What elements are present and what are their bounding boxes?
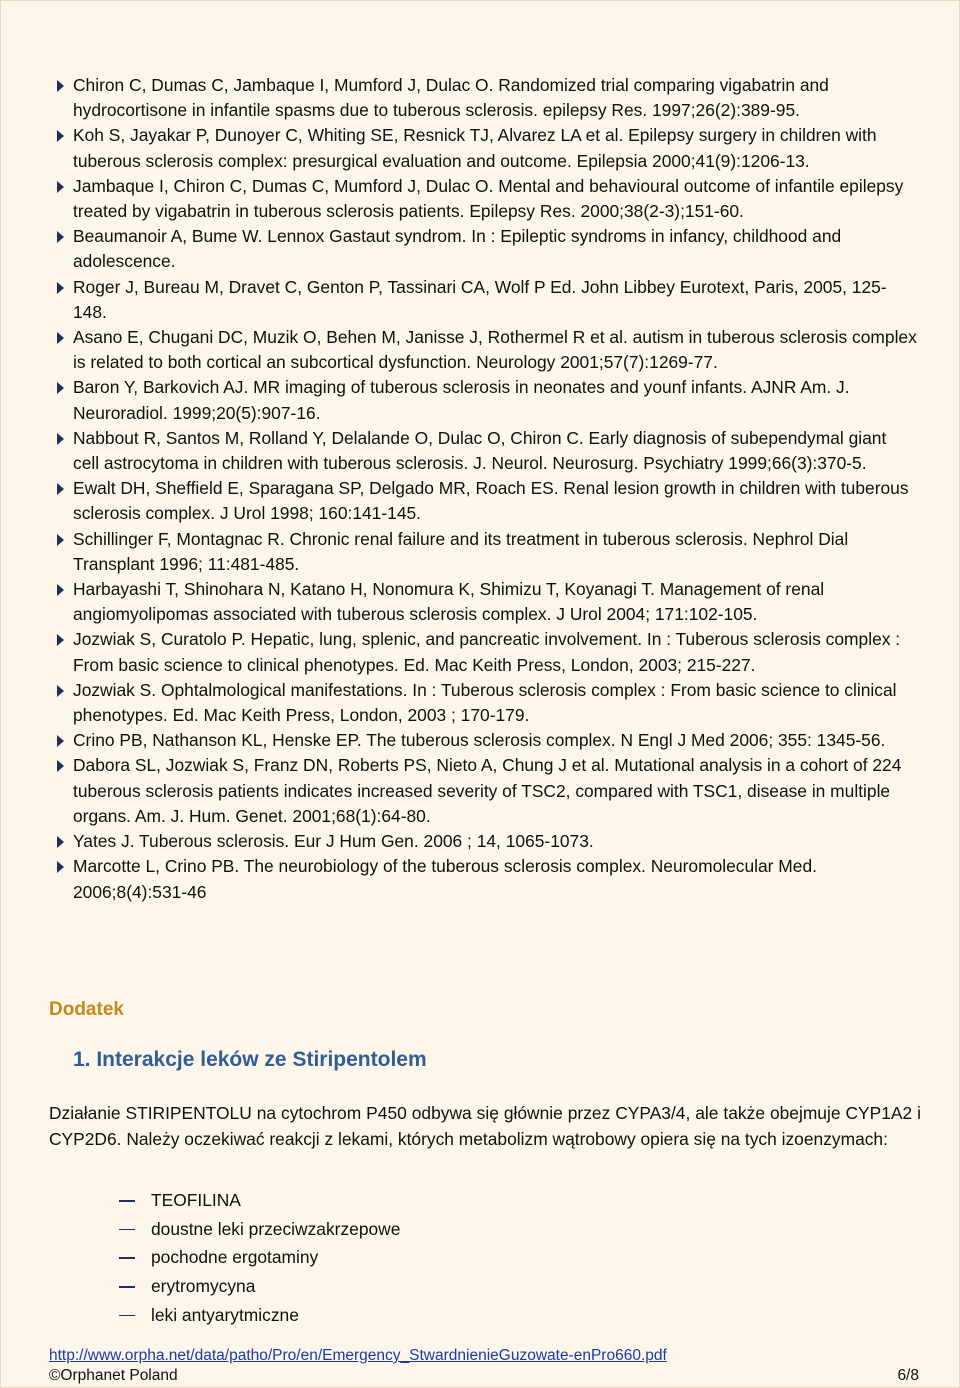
triangle-bullet-icon	[57, 80, 64, 92]
reference-item	[49, 325, 917, 375]
triangle-bullet-icon	[57, 332, 64, 344]
dash-bullet-icon	[119, 1315, 135, 1317]
reference-text: Yates J. Tuberous sclerosis. Eur J Hum Gen. 2006 ; 14, 1065-1073.	[73, 831, 594, 852]
triangle-bullet-icon	[57, 735, 64, 747]
triangle-bullet-icon	[57, 685, 64, 697]
dash-bullet-icon	[119, 1200, 135, 1202]
reference-item	[49, 577, 917, 627]
reference-item	[49, 426, 917, 476]
reference-list	[49, 73, 917, 905]
footer-source-link[interactable]: http://www.orpha.net/data/patho/Pro/en/Emergency_StwardnienieGuzowate-enPro660.pdf	[49, 1347, 667, 1364]
triangle-bullet-icon	[57, 861, 64, 873]
drug-list	[119, 1186, 400, 1329]
reference-item	[49, 678, 917, 728]
reference-item	[49, 375, 917, 425]
body-paragraph: Działanie STIRIPENTOLU na cytochrom P450 odbywa się głównie przez CYPA3/4, ale także obejmuje CYP1A2 i CYP2D6. Należy oczekiwać reakcji z lekami, których metabolizm wątrobowy opiera się na tych izoenzymach:	[49, 1103, 921, 1149]
triangle-bullet-icon	[57, 382, 64, 394]
dash-bullet-icon	[119, 1257, 135, 1259]
reference-item	[49, 829, 917, 854]
reference-item	[49, 224, 917, 274]
reference-text: Schillinger F, Montagnac R. Chronic renal failure and its treatment in tuberous sclerosis. Nephrol Dial Transplant 1996; 11:481-485.	[73, 528, 849, 574]
reference-text: Beaumanoir A, Bume W. Lennox Gastaut syndrom. In : Epileptic syndroms in infancy, childhood and adolescence.	[73, 226, 842, 272]
reference-item	[49, 527, 917, 577]
triangle-bullet-icon	[57, 130, 64, 142]
reference-text: Harbayashi T, Shinohara N, Katano H, Nonomura K, Shimizu T, Koyanagi T. Management of renal angiomyolipomas associated with tuberous sclerosis complex. J Urol 2004; 171:102-105.	[73, 579, 825, 625]
list-item-text: doustne leki przeciwzakrzepowe	[151, 1218, 401, 1239]
reference-item	[49, 753, 917, 829]
reference-text: Marcotte L, Crino PB. The neurobiology of the tuberous sclerosis complex. Neuromolecular Med. 2006;8(4):531-46	[73, 856, 817, 902]
triangle-bullet-icon	[57, 282, 64, 294]
reference-text: Baron Y, Barkovich AJ. MR imaging of tuberous sclerosis in neonates and younf infants. AJNR Am. J. Neuroradiol. 1999;20(5):907-16.	[73, 377, 850, 423]
reference-text: Dabora SL, Jozwiak S, Franz DN, Roberts PS, Nieto A, Chung J et al. Mutational analysis in a cohort of 224 tuberous sclerosis patients indicates increased severity of TSC2, compared with TSC1, disease in multiple organs. Am. J. Hum. Genet. 2001;68(1):64-80.	[73, 755, 902, 826]
triangle-bullet-icon	[57, 231, 64, 243]
list-item	[119, 1272, 400, 1301]
list-item	[119, 1301, 400, 1330]
triangle-bullet-icon	[57, 836, 64, 848]
dash-bullet-icon	[119, 1286, 135, 1288]
appendix-heading: Dodatek	[49, 999, 124, 1020]
triangle-bullet-icon	[57, 760, 64, 772]
reference-text: Jozwiak S, Curatolo P. Hepatic, lung, splenic, and pancreatic involvement. In : Tuberous sclerosis complex : From basic science to clinical phenotypes. Ed. Mac Keith Press, London, 2003; 215-227.	[73, 629, 901, 675]
reference-text: Jozwiak S. Ophtalmological manifestations. In : Tuberous sclerosis complex : From basic science to clinical phenotypes. Ed. Mac Keith Press, London, 2003 ; 170-179.	[73, 679, 897, 726]
footer-copyright: ©Orphanet Poland	[49, 1367, 178, 1384]
reference-text: Crino PB, Nathanson KL, Henske EP. The tuberous sclerosis complex. N Engl J Med 2006; 355: 1345-56.	[73, 730, 886, 751]
reference-item	[49, 854, 917, 904]
triangle-bullet-icon	[57, 634, 64, 646]
reference-item	[49, 73, 917, 123]
reference-item	[49, 476, 917, 526]
reference-item	[49, 174, 917, 224]
reference-item	[49, 123, 917, 173]
list-item-text: leki antyarytmiczne	[151, 1304, 299, 1325]
reference-text: Roger J, Bureau M, Dravet C, Genton P, Tassinari CA, Wolf P Ed. John Libbey Eurotext, Paris, 2005, 125-148.	[73, 276, 887, 322]
list-item	[119, 1243, 400, 1272]
reference-text: Chiron C, Dumas C, Jambaque I, Mumford J, Dulac O. Randomized trial comparing vigabatrin and hydrocortisone in infantile spasms due to tuberous sclerosis. epilepsy Res. 1997;26(2):389-95.	[73, 75, 829, 121]
list-item-text: erytromycyna	[151, 1276, 256, 1297]
reference-item	[49, 728, 917, 753]
triangle-bullet-icon	[57, 584, 64, 596]
triangle-bullet-icon	[57, 483, 64, 495]
list-item	[119, 1186, 400, 1215]
section-title: 1. Interakcje leków ze Stiripentolem	[73, 1048, 427, 1071]
list-item-text: pochodne ergotaminy	[151, 1247, 319, 1268]
list-item	[119, 1215, 400, 1244]
reference-text: Asano E, Chugani DC, Muzik O, Behen M, Janisse J, Rothermel R et al. autism in tuberous sclerosis complex is related to both cortical an subcortical dysfunction. Neurology 2001;57(7):1269-77.	[73, 327, 917, 373]
list-item-text: TEOFILINA	[151, 1190, 241, 1210]
triangle-bullet-icon	[57, 534, 64, 546]
reference-text: Jambaque I, Chiron C, Dumas C, Mumford J, Dulac O. Mental and behavioural outcome of infantile epilepsy treated by vigabatrin in tuberous sclerosis patients. Epilepsy Res. 2000;38(2-3);151-60.	[73, 175, 904, 222]
triangle-bullet-icon	[57, 433, 64, 445]
reference-text: Koh S, Jayakar P, Dunoyer C, Whiting SE, Resnick TJ, Alvarez LA et al. Epilepsy surgery in children with tuberous sclerosis complex: presurgical evaluation and outcome. Epilepsia 2000;41(9):1206-13.	[73, 125, 877, 171]
page-number: 6/8	[897, 1367, 919, 1384]
reference-item	[49, 275, 917, 325]
triangle-bullet-icon	[57, 181, 64, 193]
dash-bullet-icon	[119, 1229, 135, 1231]
reference-text: Ewalt DH, Sheffield E, Sparagana SP, Delgado MR, Roach ES. Renal lesion growth in children with tuberous sclerosis complex. J Urol 1998; 160:141-145.	[73, 478, 909, 524]
reference-item	[49, 627, 917, 677]
reference-text: Nabbout R, Santos M, Rolland Y, Delalande O, Dulac O, Chiron C. Early diagnosis of subependymal giant cell astrocytoma in children with tuberous sclerosis. J. Neurol. Neurosurg. Psychiatry 1999;66(3):370-5.	[73, 427, 887, 474]
